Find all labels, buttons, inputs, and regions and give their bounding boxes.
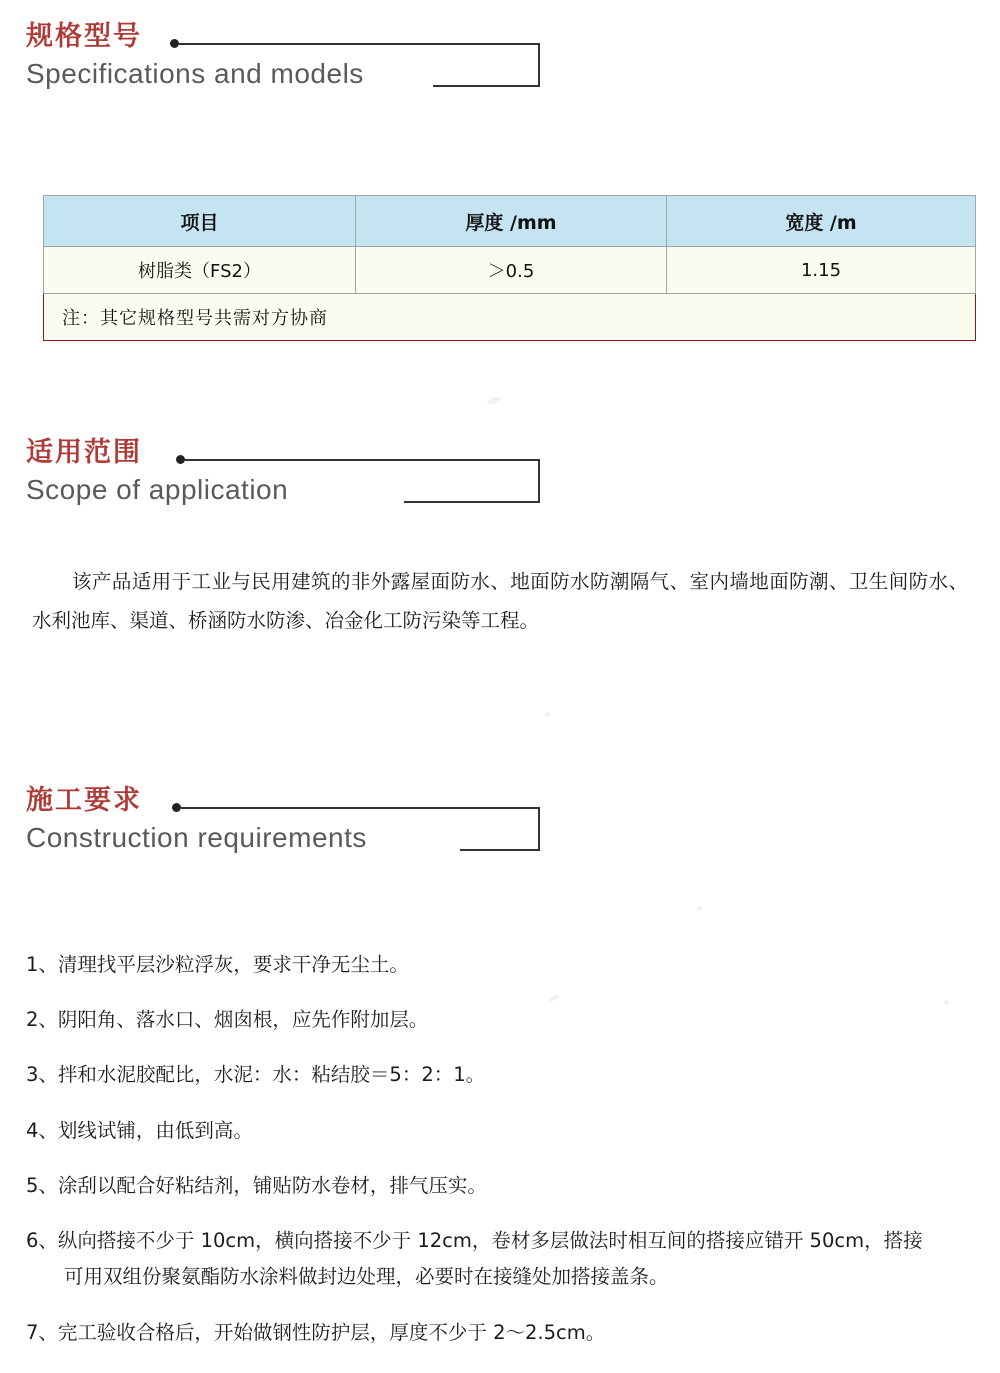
section-heading-specifications	[26, 22, 364, 90]
scan-artifact	[487, 396, 502, 405]
connector-line-vertical	[538, 807, 540, 851]
list-item-text: 1、清理找平层沙粒浮灰，要求干净无尘土。	[26, 953, 409, 976]
scope-paragraph: 该产品适用于工业与民用建筑的非外露屋面防水、地面防水防潮隔气、室内墙地面防潮、卫生间防水、水利池库、渠道、桥涵防水防渗、冶金化工防污染等工程。	[32, 570, 968, 632]
list-item	[26, 1060, 976, 1090]
table-cell-width: 1.15	[667, 247, 976, 294]
specifications-table	[43, 195, 976, 341]
list-item	[26, 1226, 976, 1292]
table-cell-thickness: ＞0.5	[356, 247, 667, 294]
section-title-en: Specifications and models	[26, 57, 364, 89]
section-title-cn: 规格型号	[26, 21, 142, 52]
table-note-row	[44, 294, 976, 341]
connector-line-bottom	[404, 501, 540, 503]
section-title-en: Construction requirements	[26, 821, 367, 853]
list-item-text: 7、完工验收合格后，开始做钢性防护层，厚度不少于 2～2.5cm。	[26, 1320, 606, 1344]
list-item-text: 2、阴阳角、落水口、烟囱根，应先作附加层。	[26, 1008, 429, 1032]
list-item-text: 5、涂刮以配合好粘结剂，铺贴防水卷材，排气压实。	[26, 1173, 487, 1197]
section-title-cn: 施工要求	[26, 785, 142, 816]
list-item-text: 3、拌和水泥胶配比，水泥：水：粘结胶＝5：2：1。	[26, 1063, 486, 1087]
section-heading-construction	[26, 786, 367, 854]
scan-artifact	[697, 906, 702, 911]
list-item	[26, 1318, 976, 1348]
connector-line-bottom	[433, 85, 540, 87]
section-title-cn: 适用范围	[26, 437, 142, 468]
list-item	[26, 1116, 976, 1146]
table-row	[44, 247, 976, 294]
table-header-cell: 项目	[44, 196, 356, 247]
table-header-cell: 厚度 /mm	[356, 196, 667, 247]
connector-line-vertical	[538, 459, 540, 503]
scan-artifact	[545, 712, 550, 717]
list-item-text: 4、划线试铺，由低到高。	[26, 1118, 253, 1142]
section-heading-scope	[26, 438, 288, 506]
table-cell-item: 树脂类（FS2）	[44, 247, 356, 294]
table-note-text: 注：其它规格型号共需对方协商	[44, 294, 976, 341]
list-item	[26, 1171, 976, 1201]
construction-requirements-list	[26, 950, 976, 1373]
table-header-row	[44, 196, 976, 247]
list-item	[26, 1005, 976, 1035]
list-item	[26, 950, 976, 980]
connector-line-vertical	[538, 43, 540, 87]
list-item-text: 6、纵向搭接不少于 10cm，横向搭接不少于 12cm，卷材多层做法时相互间的搭接应错开 50cm，搭接	[26, 1229, 923, 1253]
table-header-cell: 宽度 /m	[667, 196, 976, 247]
list-item-continuation: 可用双组份聚氨酯防水涂料做封边处理，必要时在接缝处加搭接盖条。	[64, 1265, 669, 1289]
section-title-en: Scope of application	[26, 473, 289, 505]
connector-line-bottom	[460, 849, 540, 851]
